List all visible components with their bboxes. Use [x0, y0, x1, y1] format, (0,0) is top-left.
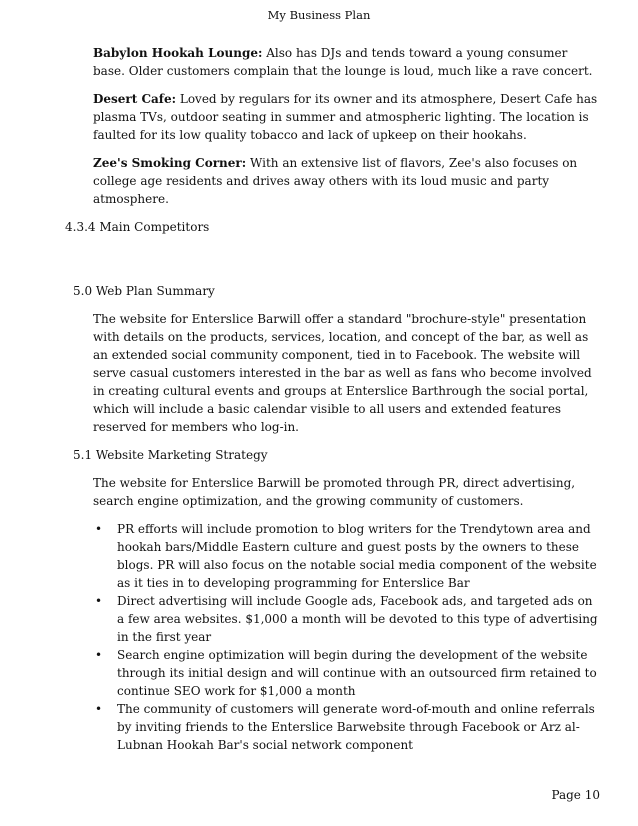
competitor-name: Babylon Hookah Lounge:: [93, 46, 263, 60]
bullet-icon: •: [95, 522, 103, 536]
list-item-text: PR efforts will include promotion to blog writers for the Trendytown area and hookah bars/Middle Eastern culture and guest posts by the owners to these blogs. PR will also focus on the notable social media component of the website as it ties in to developing programming for Enterslice Bar: [117, 522, 597, 590]
list-item-text: The community of customers will generate word-of-mouth and online referrals by inviting friends to the Enterslice Barwebsite through Facebook or Arz al-Lubnan Hookah Bar's social network component: [117, 702, 595, 752]
page-number: Page 10: [551, 788, 600, 802]
list-item-text: Search engine optimization will begin during the development of the website through its initial design and will continue with an outsourced firm retained to continue SEO work for $1,000 a month: [117, 648, 597, 698]
section-heading-main-competitors: 4.3.4 Main Competitors: [65, 220, 210, 234]
blank-spacer: [73, 246, 603, 282]
marketing-bullet-list: [73, 520, 603, 754]
bullet-icon: •: [95, 702, 103, 716]
competitor-name: Zee's Smoking Corner:: [93, 156, 247, 170]
competitor-description: Also has DJs and tends toward a young consumer base. Older customers complain that the lounge is loud, much like a rave concert.: [93, 46, 593, 78]
list-item: [93, 520, 603, 592]
competitor-description: With an extensive list of flavors, Zee's also focuses on college age residents and drives away others with its loud music and party atmosphere.: [93, 156, 578, 206]
competitor-list: [73, 44, 603, 208]
page-header: My Business Plan: [267, 8, 371, 22]
document-body: [65, 44, 603, 754]
bullet-icon: •: [95, 648, 103, 662]
section-heading-website-marketing-strategy: 5.1 Website Marketing Strategy: [73, 448, 268, 462]
section-heading-web-plan-summary: 5.0 Web Plan Summary: [73, 284, 215, 298]
competitor-paragraph: [93, 154, 603, 208]
competitor-paragraph: [93, 44, 603, 80]
competitor-name: Desert Cafe:: [93, 92, 177, 106]
marketing-strategy-intro: The website for Enterslice Barwill be promoted through PR, direct advertising, search engine optimization, and the growing community of customers.: [93, 476, 576, 508]
list-item: [93, 646, 603, 700]
list-item-text: Direct advertising will include Google ads, Facebook ads, and targeted ads on a few area websites. $1,000 a month will be devoted to this type of advertising in the first year: [117, 594, 598, 644]
competitor-description: Loved by regulars for its owner and its atmosphere, Desert Cafe has plasma TVs, outdoor seating in summer and atmospheric lighting. The location is faulted for its low quality tobacco and lack of upkeep on their hookahs.: [93, 92, 598, 142]
list-item: [93, 592, 603, 646]
bullet-icon: •: [95, 594, 103, 608]
web-plan-summary-text: The website for Enterslice Barwill offer a standard "brochure-style" presentation with details on the products, services, location, and concept of the bar, as well as an extended social community component, tied in to Facebook. The website will serve casual customers interested in the bar as well as fans who become involved in creating cultural events and groups at Enterslice Barthrough the social portal, which will include a basic calendar visible to all users and extended features reserved for members who log-in.: [93, 312, 592, 434]
list-item: [93, 700, 603, 754]
competitor-paragraph: [93, 90, 603, 144]
